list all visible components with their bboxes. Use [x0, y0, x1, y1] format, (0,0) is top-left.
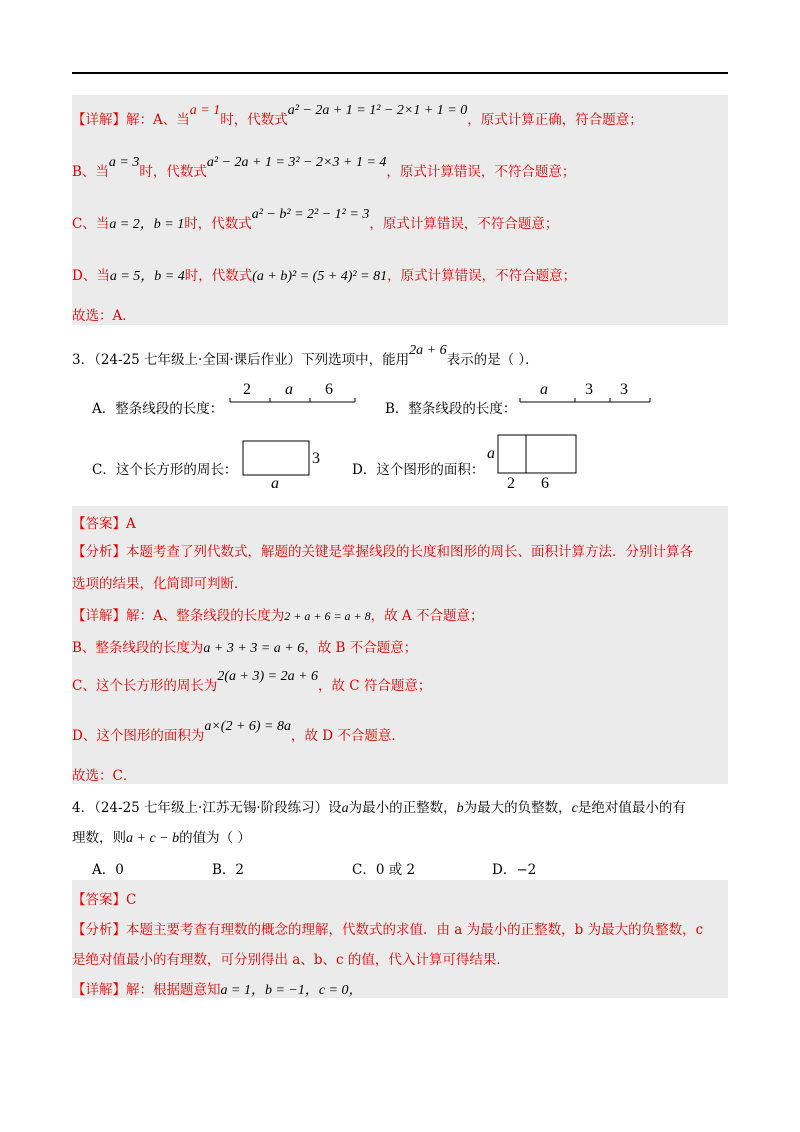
- choose-line: 故选：A．: [72, 308, 136, 324]
- q3-analysis-line-1: 【分析】本题考查了列代数式，解题的关键是掌握线段的长度和图形的周长、面积计算方法．分别计算各: [72, 544, 693, 560]
- solution-block-prev: [72, 95, 728, 325]
- seg-a-3: 6: [325, 381, 333, 398]
- q3-detail-c: C、这个长方形的周长为2(a + 3) = 2a + 6，故 C 符合题意；: [72, 669, 432, 694]
- option-a-label: A．整条线段的长度：: [92, 401, 224, 417]
- q4-option-d: D．−2: [492, 862, 537, 878]
- rect-side-label: 3: [312, 450, 320, 467]
- option-c-rectangle-figure: [238, 438, 328, 490]
- option-b-label: B．整条线段的长度：: [385, 401, 517, 417]
- area-bottom-label-1: 2: [507, 475, 515, 490]
- q3-choose: 故选：C．: [72, 768, 137, 784]
- seg-a-2: a: [285, 381, 293, 398]
- question-4-stem-line-2: 理数，则a + c − b的值为（ ）: [72, 830, 251, 846]
- option-b-segment-figure: [515, 378, 655, 408]
- question-3-stem: 3．（24-25 七年级上·全国·课后作业）下列选项中，能用2a + 6表示的是（ ）．: [72, 343, 539, 368]
- q3-detail-d: D、这个图形的面积为a×(2 + 6) = 8a，故 D 不合题意．: [72, 719, 405, 744]
- option-d-area-figure: [484, 430, 584, 490]
- seg-b-3: 3: [620, 381, 628, 398]
- seg-b-2: 3: [585, 381, 593, 398]
- detail-line-b: B、当a = 3时，代数式a² − 2a + 1 = 3² − 2×3 + 1 = 4，原式计算错误，不符合题意；: [72, 155, 576, 180]
- seg-a-1: 2: [243, 381, 251, 398]
- q3-detail-b: B、整条线段的长度为a + 3 + 3 = a + 6，故 B 不合题意；: [72, 640, 418, 656]
- q4-analysis-line-2: 是绝对值最小的有理数，可分别得出 a、b、c 的值，代入计算可得结果．: [72, 952, 510, 968]
- q4-detail: 【详解】解：根据题意知a = 1，b = −1，c = 0，: [72, 982, 363, 998]
- option-c-label: C．这个长方形的周长：: [92, 462, 238, 478]
- option-d-label: D．这个图形的面积：: [352, 462, 485, 478]
- area-bottom-label-2: 6: [541, 475, 549, 490]
- q3-analysis-line-2: 选项的结果，化简即可判断．: [72, 576, 248, 592]
- option-a-segment-figure: [225, 378, 360, 408]
- q4-option-a: A．0: [92, 862, 124, 878]
- detail-line-d: D、当a = 5，b = 4时，代数式(a + b)² = (5 + 4)² = 81，原式计算错误，不符合题意；: [72, 268, 577, 284]
- q4-analysis-line-1: 【分析】本题主要考查有理数的概念的理解，代数式的求值．由 a 为最小的正整数，b 为最大的负整数，c: [72, 922, 704, 938]
- seg-b-1: a: [540, 381, 548, 398]
- detail-line-a: 【详解】解：A、当a = 1时，代数式a² − 2a + 1 = 1² − 2×1 + 1 = 0，原式计算正确，符合题意；: [72, 103, 643, 128]
- q3-answer: 【答案】A: [72, 516, 136, 532]
- q4-option-c: C．0 或 2: [352, 862, 416, 878]
- question-4-stem-line-1: 4．（24-25 七年级上·江苏无锡·阶段练习）设a为最小的正整数，b为最大的负整数，c是绝对值最小的有: [72, 800, 686, 816]
- q3-detail-a: 【详解】解：A、整条线段的长度为2 + a + 6 = a + 8，故 A 不合题意；: [72, 608, 484, 624]
- rect-bottom-label: a: [271, 475, 279, 490]
- area-left-label: a: [487, 445, 495, 462]
- header-rule: [72, 72, 728, 74]
- detail-line-c: C、当a = 2，b = 1时，代数式a² − b² = 2² − 1² = 3，原式计算错误，不符合题意；: [72, 207, 559, 232]
- q4-answer: 【答案】C: [72, 892, 137, 908]
- q4-option-b: B．2: [212, 862, 245, 878]
